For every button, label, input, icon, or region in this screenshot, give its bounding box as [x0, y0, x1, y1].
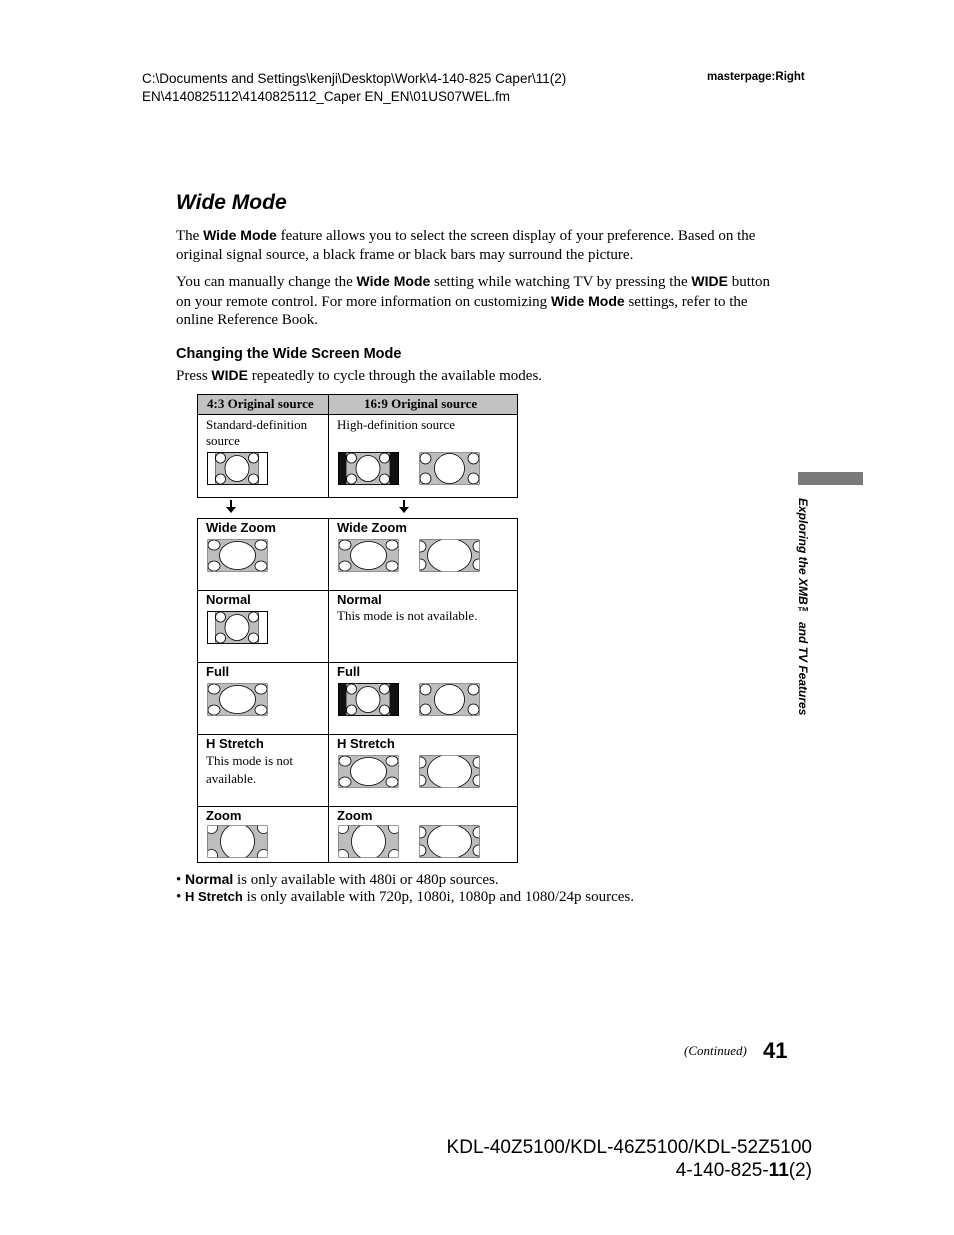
h-stretch-label-sd: H Stretch: [206, 736, 264, 751]
source-table: [197, 394, 518, 498]
h-stretch-hd-bars-thumbnail: [338, 755, 399, 788]
intro-paragraph: The Wide Mode feature allows you to select the screen display of your preference. Based on the original signal source, a black frame or black bars may surround the picture.: [176, 227, 756, 263]
zoom-label-hd: Zoom: [337, 808, 373, 823]
normal-hd-note: This mode is not available.: [337, 608, 478, 623]
wide-zoom-label-hd: Wide Zoom: [337, 520, 407, 535]
chapter-tab: [798, 472, 863, 485]
file-path-line-1: C:\Documents and Settings\kenji\Desktop\Work\4-140-825 Caper\11(2): [142, 71, 567, 86]
zoom-label-sd: Zoom: [206, 808, 242, 823]
chapter-title: Exploring the XMB™ and TV Features: [796, 498, 810, 716]
col2-desc: High-definition source: [337, 417, 456, 432]
section-title: Wide Mode: [176, 191, 287, 214]
h-stretch-hd-full-thumbnail: [419, 755, 480, 788]
down-arrow-icon: [225, 500, 237, 514]
normal-label-hd: Normal: [337, 592, 382, 607]
file-path-line-2: EN\4140825112\4140825112_Caper EN_EN\01US07WEL.fm: [142, 89, 510, 104]
sd-source-thumbnail: [207, 452, 268, 485]
file-path: [142, 70, 566, 106]
full-label-hd: Full: [337, 664, 361, 679]
mode-table: [197, 518, 518, 863]
normal-label-sd: Normal: [206, 592, 251, 607]
zoom-sd-thumbnail: [207, 825, 268, 858]
full-hd-bars-thumbnail: [338, 683, 399, 716]
h-stretch-sd-note: This mode is not available.: [206, 753, 294, 786]
col2-header: 16:9 Original source: [364, 396, 478, 411]
masterpage-label: masterpage:Right: [707, 71, 805, 83]
subheading: Changing the Wide Screen Mode: [176, 346, 402, 362]
manual-paragraph: You can manually change the Wide Mode setting while watching TV by pressing the WIDE button on your remote control. For more information on customizing Wide Mode settings, refer to the online Reference Book.: [176, 273, 771, 328]
zoom-hd-full-thumbnail: [419, 825, 480, 858]
full-sd-thumbnail: [207, 683, 268, 716]
full-label-sd: Full: [206, 664, 230, 679]
down-arrow-icon: [398, 500, 410, 514]
wide-zoom-sd-thumbnail: [207, 539, 268, 572]
model-numbers: KDL-40Z5100/KDL-46Z5100/KDL-52Z5100: [446, 1137, 812, 1158]
normal-sd-thumbnail: [207, 611, 268, 644]
hd-source-bars-thumbnail: [338, 452, 399, 485]
wide-zoom-hd-bars-thumbnail: [338, 539, 399, 572]
continued-label: (Continued): [684, 1043, 747, 1058]
full-hd-full-thumbnail: [419, 683, 480, 716]
press-paragraph: Press WIDE repeatedly to cycle through the available modes.: [176, 367, 543, 384]
note-h-stretch: • H Stretch is only available with 720p, 1080i, 1080p and 1080/24p sources.: [176, 889, 635, 905]
zoom-hd-bars-thumbnail: [338, 825, 399, 858]
page-number: 41: [763, 1038, 788, 1063]
wide-zoom-label-sd: Wide Zoom: [206, 520, 276, 535]
document-code: 4-140-825-11(2): [675, 1160, 812, 1181]
wide-zoom-hd-full-thumbnail: [419, 539, 480, 572]
note-normal: • Normal is only available with 480i or 480p sources.: [176, 871, 499, 888]
h-stretch-label-hd: H Stretch: [337, 736, 395, 751]
col1-header: 4:3 Original source: [207, 396, 314, 411]
hd-source-full-thumbnail: [419, 452, 480, 485]
col1-desc: Standard-definition source: [206, 417, 308, 448]
